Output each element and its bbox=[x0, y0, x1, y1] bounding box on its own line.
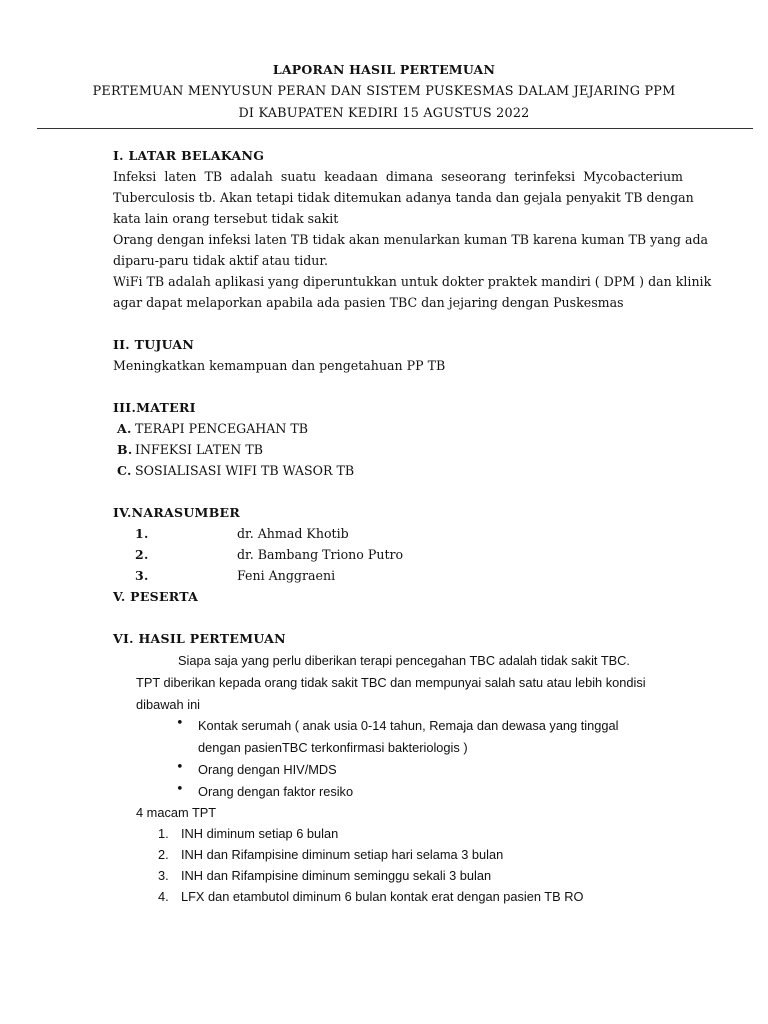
section-heading-tujuan: II. TUJUAN bbox=[113, 337, 195, 352]
latar-line: Infeksi laten TB adalah suatu keadaan dimana seseorang terinfeksi Mycobacterium bbox=[113, 169, 683, 184]
tpt-item: INH dan Rifampisine diminum setiap hari selama 3 bulan bbox=[181, 847, 504, 862]
materi-marker: B. bbox=[117, 442, 133, 457]
narasumber-number: 2. bbox=[135, 547, 149, 562]
bullet-item: Orang dengan faktor resiko bbox=[198, 784, 354, 799]
tpt-number: 2. bbox=[158, 847, 169, 862]
header-divider bbox=[37, 128, 753, 129]
hasil-intro-line: Siapa saja yang perlu diberikan terapi pencegahan TBC adalah tidak sakit TBC. bbox=[178, 653, 630, 668]
tpt-item: INH diminum setiap 6 bulan bbox=[181, 826, 339, 841]
report-subtitle-line1: PERTEMUAN MENYUSUN PERAN DAN SISTEM PUSKESMAS DALAM JEJARING PPM bbox=[92, 84, 676, 99]
report-title: LAPORAN HASIL PERTEMUAN bbox=[272, 62, 496, 77]
narasumber-name: dr. Bambang Triono Putro bbox=[237, 547, 404, 562]
materi-item: SOSIALISASI WIFI TB WASOR TB bbox=[135, 463, 355, 478]
latar-line: WiFi TB adalah aplikasi yang diperuntukkan untuk dokter praktek mandiri ( DPM ) dan klinik bbox=[113, 274, 712, 289]
tpt-item: INH dan Rifampisine diminum seminggu sekali 3 bulan bbox=[181, 868, 492, 883]
tpt-heading: 4 macam TPT bbox=[136, 805, 217, 820]
materi-item: INFEKSI LATEN TB bbox=[135, 442, 263, 457]
bullet-dot-icon: • bbox=[176, 782, 184, 797]
hasil-intro-line: TPT diberikan kepada orang tidak sakit TBC dan mempunyai salah satu atau lebih kondisi bbox=[136, 675, 646, 690]
narasumber-name: dr. Ahmad Khotib bbox=[237, 526, 349, 541]
section-heading-hasil-pertemuan: VI. HASIL PERTEMUAN bbox=[113, 631, 286, 646]
bullet-item: Kontak serumah ( anak usia 0-14 tahun, Remaja dan dewasa yang tinggal bbox=[198, 718, 619, 733]
narasumber-number: 1. bbox=[135, 526, 149, 541]
tpt-number: 4. bbox=[158, 889, 169, 904]
hasil-intro-line: dibawah ini bbox=[136, 697, 201, 712]
materi-item: TERAPI PENCEGAHAN TB bbox=[135, 421, 309, 436]
narasumber-number: 3. bbox=[135, 568, 149, 583]
section-heading-peserta: V. PESERTA bbox=[113, 589, 199, 604]
latar-line: kata lain orang tersebut tidak sakit bbox=[113, 211, 339, 226]
report-subtitle-line2: DI KABUPATEN KEDIRI 15 AGUSTUS 2022 bbox=[238, 106, 530, 121]
section-heading-narasumber: IV.NARASUMBER bbox=[113, 505, 241, 520]
materi-marker: A. bbox=[117, 421, 132, 436]
bullet-item: Orang dengan HIV/MDS bbox=[198, 762, 337, 777]
latar-line: agar dapat melaporkan apabila ada pasien TBC dan jejaring dengan Puskesmas bbox=[113, 295, 624, 310]
section-heading-materi: III.MATERI bbox=[113, 400, 196, 415]
latar-line: Orang dengan infeksi laten TB tidak akan menularkan kuman TB karena kuman TB yang ada bbox=[113, 232, 709, 247]
latar-line: diparu-paru tidak aktif atau tidur. bbox=[113, 253, 329, 268]
tpt-number: 3. bbox=[158, 868, 169, 883]
bullet-item-continuation: dengan pasienTBC terkonfirmasi bakteriologis ) bbox=[198, 740, 468, 755]
tpt-number: 1. bbox=[158, 826, 169, 841]
materi-marker: C. bbox=[117, 463, 132, 478]
latar-line: Tuberculosis tb. Akan tetapi tidak ditemukan adanya tanda dan gejala penyakit TB dengan bbox=[113, 190, 694, 205]
bullet-dot-icon: • bbox=[176, 760, 184, 775]
tujuan-text: Meningkatkan kemampuan dan pengetahuan PP TB bbox=[113, 358, 446, 373]
bullet-dot-icon: • bbox=[176, 716, 184, 731]
section-heading-latar-belakang: I. LATAR BELAKANG bbox=[113, 148, 265, 163]
narasumber-name: Feni Anggraeni bbox=[237, 568, 336, 583]
tpt-item: LFX dan etambutol diminum 6 bulan kontak erat dengan pasien TB RO bbox=[181, 889, 584, 904]
